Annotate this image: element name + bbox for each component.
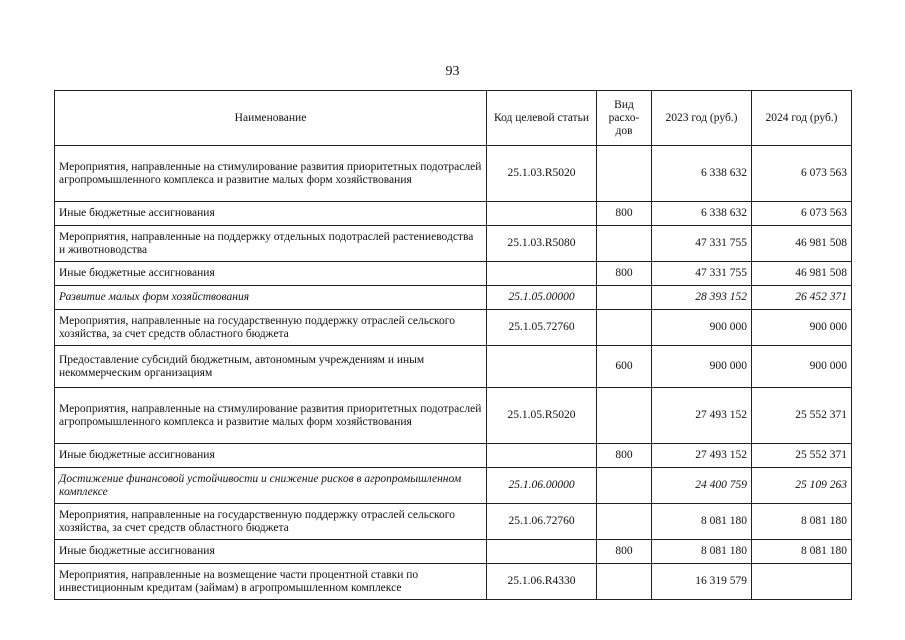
row-2024 xyxy=(752,564,852,600)
row-2024: 8 081 180 xyxy=(752,540,852,564)
page-number: 93 xyxy=(445,64,460,79)
row-type: 800 xyxy=(597,444,652,468)
row-code xyxy=(487,346,597,388)
row-code: 25.1.03.R5080 xyxy=(487,226,597,262)
row-name: Иные бюджетные ассигнования xyxy=(55,540,487,564)
row-2024: 6 073 563 xyxy=(752,202,852,226)
table-row-subsection xyxy=(55,286,852,310)
table-row xyxy=(55,540,852,564)
table-row xyxy=(55,504,852,540)
table-row-subsection xyxy=(55,468,852,504)
row-code: 25.1.06.R4330 xyxy=(487,564,597,600)
row-type: 800 xyxy=(597,202,652,226)
header-2024: 2024 год (руб.) xyxy=(752,91,852,146)
row-2023: 8 081 180 xyxy=(652,504,752,540)
budget-table xyxy=(54,90,852,600)
row-2023: 16 319 579 xyxy=(652,564,752,600)
header-type: Вид расхо-дов xyxy=(597,91,652,146)
row-code: 25.1.06.00000 xyxy=(487,468,597,504)
row-type xyxy=(597,564,652,600)
row-code: 25.1.05.00000 xyxy=(487,286,597,310)
row-2023: 8 081 180 xyxy=(652,540,752,564)
table-row xyxy=(55,310,852,346)
header-code: Код целевой статьи xyxy=(487,91,597,146)
table-row xyxy=(55,146,852,202)
row-2024: 8 081 180 xyxy=(752,504,852,540)
row-2024: 26 452 371 xyxy=(752,286,852,310)
row-name: Мероприятия, направленные на поддержку отдельных подотраслей растениеводства и животноводства xyxy=(55,226,487,262)
row-code xyxy=(487,444,597,468)
row-2024: 900 000 xyxy=(752,346,852,388)
table-row xyxy=(55,388,852,444)
row-code: 25.1.03.R5020 xyxy=(487,146,597,202)
header-2023: 2023 год (руб.) xyxy=(652,91,752,146)
row-2023: 6 338 632 xyxy=(652,202,752,226)
row-2024: 25 552 371 xyxy=(752,444,852,468)
row-type xyxy=(597,286,652,310)
row-type xyxy=(597,226,652,262)
row-2024: 25 109 263 xyxy=(752,468,852,504)
row-code xyxy=(487,202,597,226)
table-row xyxy=(55,226,852,262)
row-name: Иные бюджетные ассигнования xyxy=(55,262,487,286)
row-name: Мероприятия, направленные на государственную поддержку отраслей сельского хозяйства, за счет средств областного бюджета xyxy=(55,504,487,540)
row-type xyxy=(597,146,652,202)
row-name: Мероприятия, направленные на стимулирование развития приоритетных подотраслей агропромышленного комплекса и развитие малых форм хозяйствования xyxy=(55,146,487,202)
row-type xyxy=(597,504,652,540)
row-code: 25.1.06.72760 xyxy=(487,504,597,540)
row-name: Иные бюджетные ассигнования xyxy=(55,444,487,468)
row-name: Мероприятия, направленные на возмещение части процентной ставки по инвестиционным кредитам (займам) в агропромышленном комплексе xyxy=(55,564,487,600)
row-code: 25.1.05.R5020 xyxy=(487,388,597,444)
row-2023: 27 493 152 xyxy=(652,388,752,444)
row-name: Иные бюджетные ассигнования xyxy=(55,202,487,226)
row-2024: 25 552 371 xyxy=(752,388,852,444)
row-2024: 900 000 xyxy=(752,310,852,346)
row-2023: 900 000 xyxy=(652,310,752,346)
table-row xyxy=(55,564,852,600)
row-name: Развитие малых форм хозяйствования xyxy=(55,286,487,310)
table-row xyxy=(55,346,852,388)
row-code xyxy=(487,540,597,564)
row-code: 25.1.05.72760 xyxy=(487,310,597,346)
row-2023: 24 400 759 xyxy=(652,468,752,504)
row-name: Мероприятия, направленные на стимулирование развития приоритетных подотраслей агропромышленного комплекса и развитие малых форм хозяйствования xyxy=(55,388,487,444)
row-type xyxy=(597,468,652,504)
table-header-row xyxy=(55,91,852,146)
row-2023: 900 000 xyxy=(652,346,752,388)
row-type: 800 xyxy=(597,540,652,564)
row-2023: 47 331 755 xyxy=(652,226,752,262)
row-2023: 47 331 755 xyxy=(652,262,752,286)
table-row xyxy=(55,444,852,468)
row-type: 600 xyxy=(597,346,652,388)
row-2024: 6 073 563 xyxy=(752,146,852,202)
row-type: 800 xyxy=(597,262,652,286)
row-2024: 46 981 508 xyxy=(752,226,852,262)
row-type xyxy=(597,388,652,444)
table-row xyxy=(55,202,852,226)
row-name: Мероприятия, направленные на государственную поддержку отраслей сельского хозяйства, за счет средств областного бюджета xyxy=(55,310,487,346)
row-type xyxy=(597,310,652,346)
row-2023: 6 338 632 xyxy=(652,146,752,202)
row-2024: 46 981 508 xyxy=(752,262,852,286)
row-name: Достижение финансовой устойчивости и снижение рисков в агропромышленном комплексе xyxy=(55,468,487,504)
row-name: Предоставление субсидий бюджетным, автономным учреждениям и иным некоммерческим организациям xyxy=(55,346,487,388)
table-row xyxy=(55,262,852,286)
header-name: Наименование xyxy=(55,91,487,146)
row-2023: 27 493 152 xyxy=(652,444,752,468)
row-code xyxy=(487,262,597,286)
row-2023: 28 393 152 xyxy=(652,286,752,310)
